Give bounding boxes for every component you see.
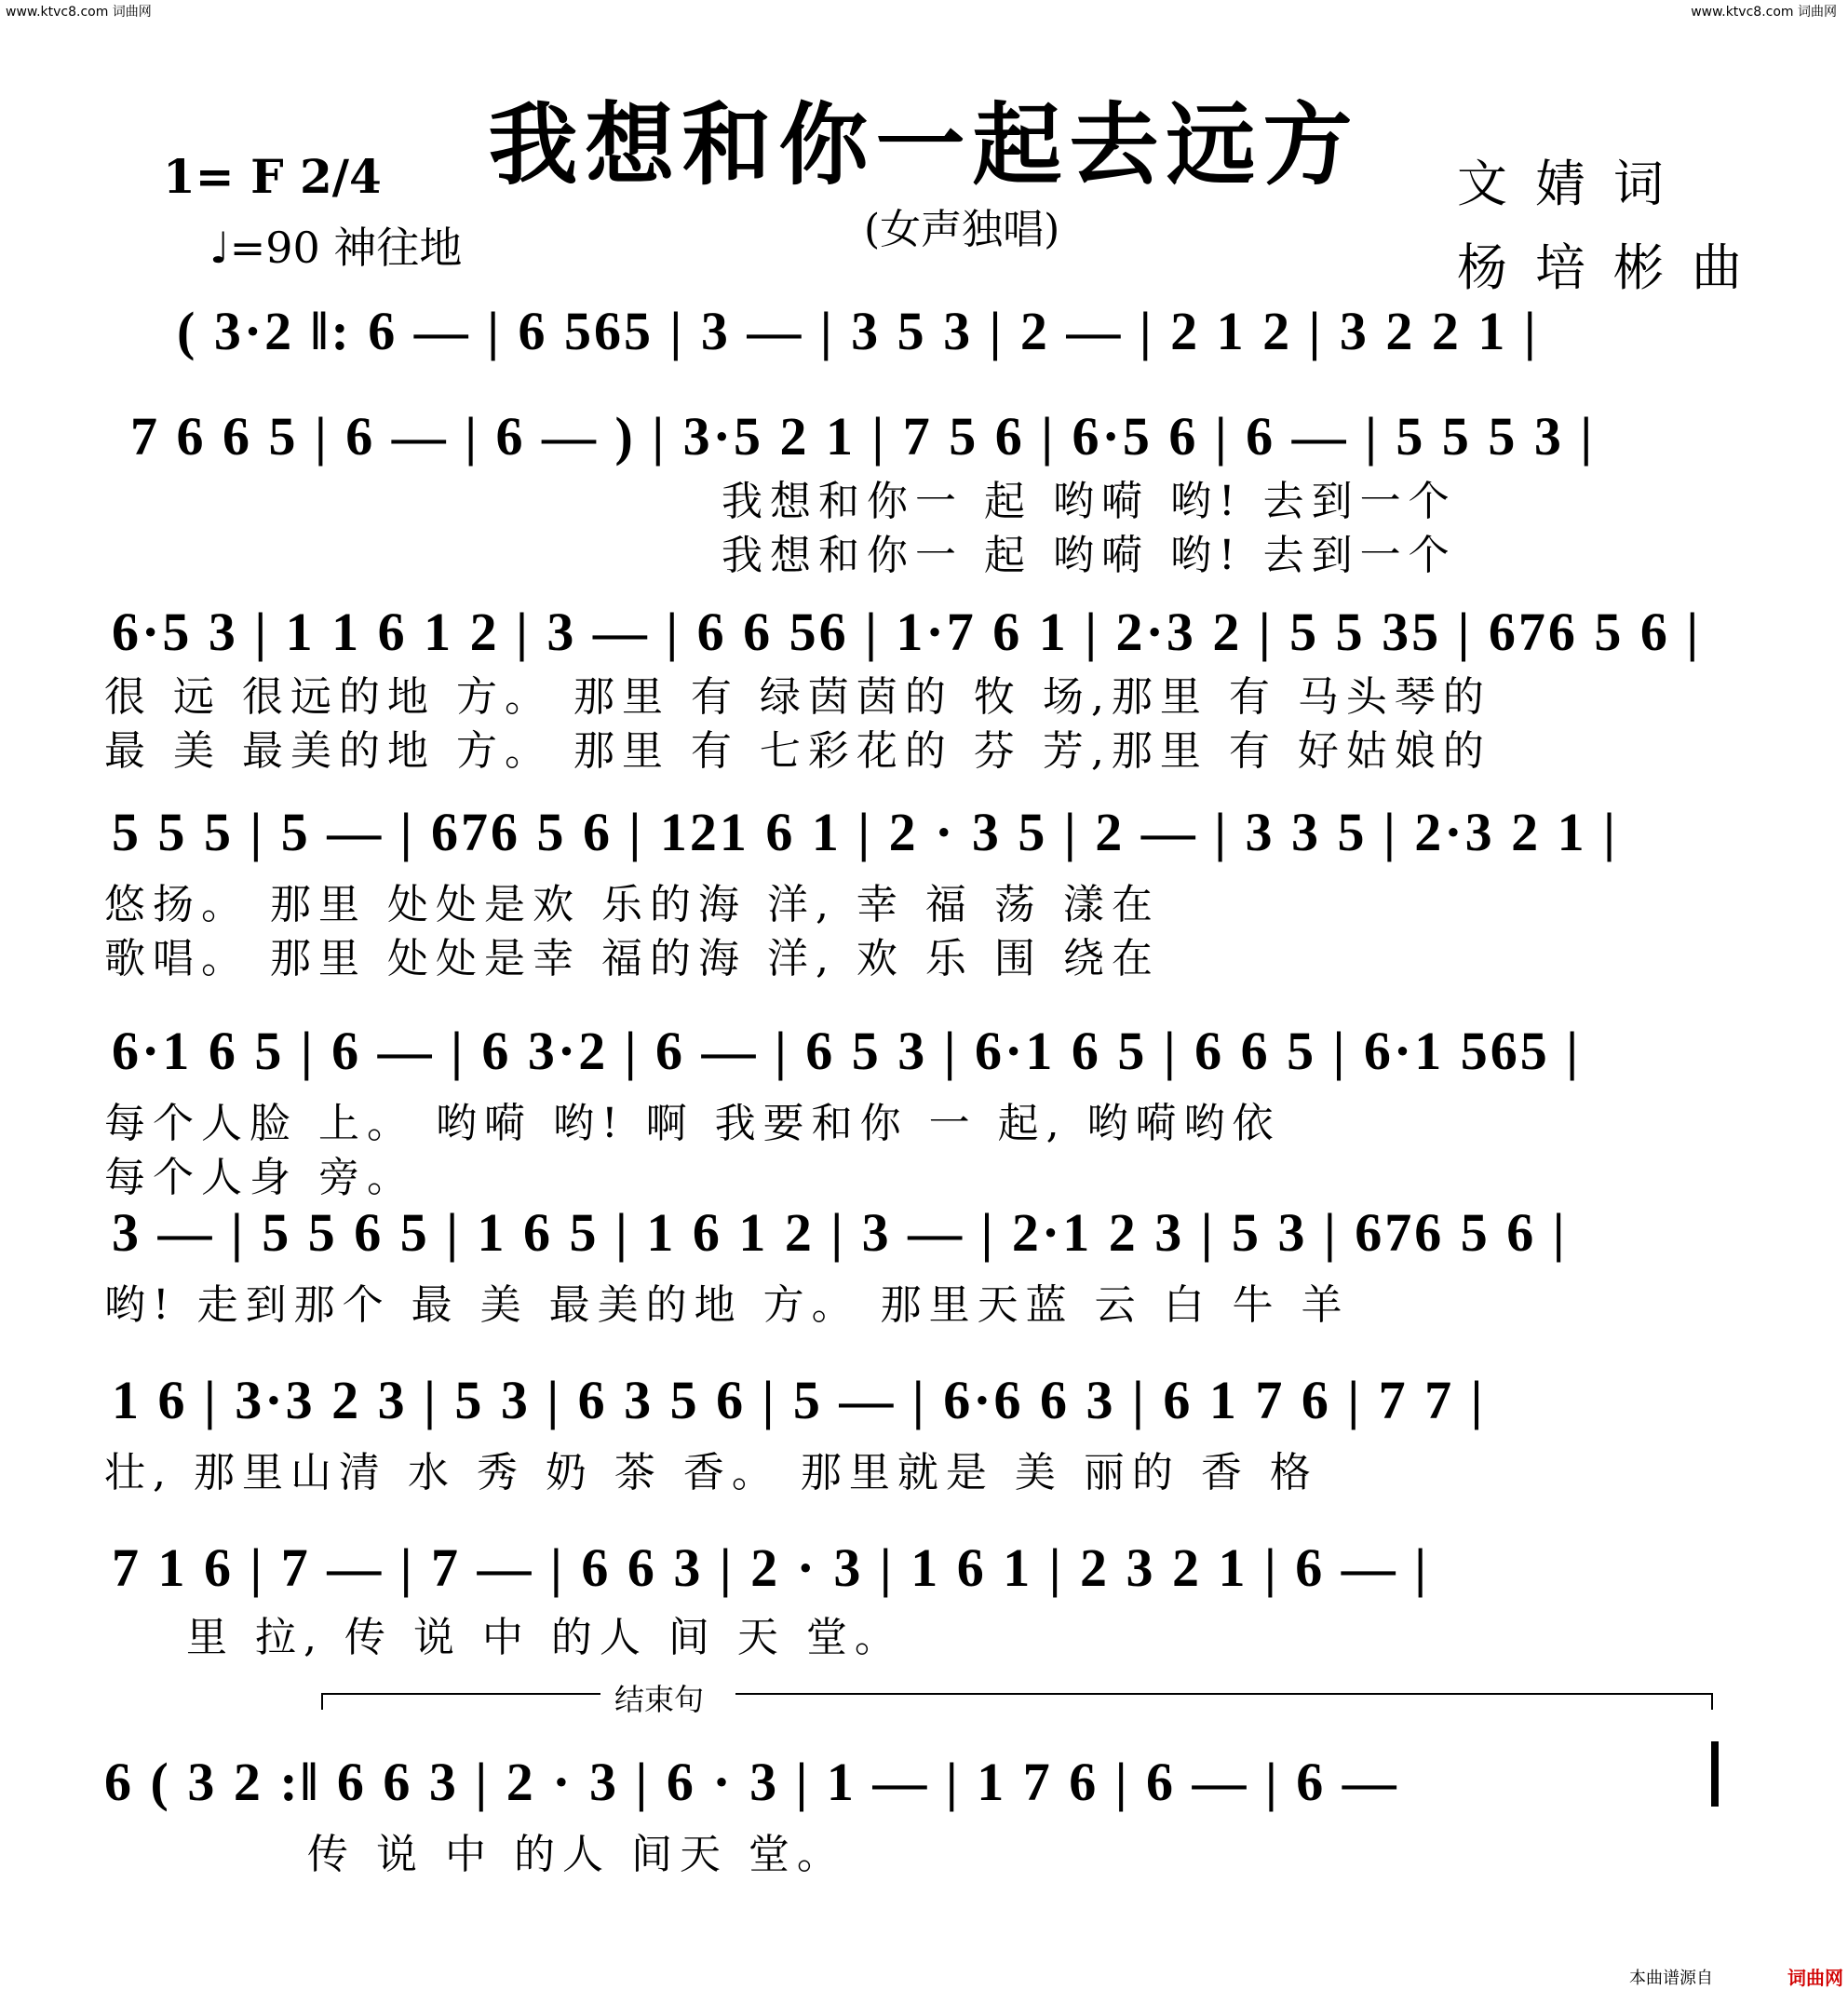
lyric-line-3b: 最 美 最美的地 方。 那里 有 七彩花的 芬 芳,那里 有 好姑娘的 (104, 727, 1491, 775)
music-line-7: 1 6 | 3·3 2 3 | 5 3 | 6 3 5 6 | 5 — | 6·6 6 3 | 6 1 7 6 | 7 7 | (112, 1370, 1486, 1430)
final-barline (1711, 1741, 1719, 1807)
lyric-line-5b: 每个人身 旁。 (104, 1154, 415, 1201)
ending-bracket-tick-left (321, 1693, 323, 1710)
music-line-1: ( 3·2 ‖: 6 — | 6 565 | 3 — | 3 5 3 | 2 — | 2 1 2 | 3 2 2 1 | (177, 301, 1539, 361)
site-watermark-left: www.ktvc8.com 词曲网 (6, 5, 152, 20)
lyric-line-7a: 壮, 那里山清 水 秀 奶 茶 香。 那里就是 美 丽的 香 格 (104, 1449, 1318, 1496)
lyric-line-2b: 我想和你一 起 哟嗬 哟! 去到一个 (722, 532, 1457, 579)
ending-bracket-left (321, 1693, 600, 1695)
lyric-line-6a: 哟! 走到那个 最 美 最美的地 方。 那里天蓝 云 白 牛 羊 (104, 1281, 1350, 1329)
lyric-line-8a: 里 拉, 传 说 中 的人 间 天 堂。 (186, 1614, 903, 1661)
key-signature: 1= F 2/4 (163, 149, 382, 204)
music-line-6: 3 — | 5 5 6 5 | 1 6 5 | 1 6 1 2 | 3 — | 2·1 2 3 | 5 3 | 676 5 6 | (112, 1202, 1568, 1263)
music-line-9: 6 ( 3 2 :‖ 6 6 3 | 2 · 3 | 6 · 3 | 1 — | 1 7 6 | 6 — | 6 — (104, 1752, 1399, 1812)
ending-bracket-tick-right (1711, 1693, 1713, 1710)
music-line-2: 7 6 6 5 | 6 — | 6 — ) | 3·5 2 1 | 7 5 6 | 6·5 6 | 6 — | 5 5 5 3 | (130, 406, 1596, 467)
ending-bracket-right (735, 1693, 1713, 1695)
footer-source-text: 本曲谱源自 (1629, 1969, 1713, 1988)
music-line-3: 6·5 3 | 1 1 6 1 2 | 3 — | 6 6 56 | 1·7 6 1 | 2·3 2 | 5 5 35 | 676 5 6 | (112, 602, 1702, 662)
lyric-line-3a: 很 远 很远的地 方。 那里 有 绿茵茵的 牧 场,那里 有 马头琴的 (104, 673, 1491, 721)
song-subtitle: (女声独唱) (864, 206, 1060, 253)
lyric-line-4b: 歌唱。 那里 处处是幸 福的海 洋, 欢 乐 围 绕在 (104, 935, 1160, 982)
lyric-line-4a: 悠扬。 那里 处处是欢 乐的海 洋, 幸 福 荡 漾在 (104, 881, 1160, 928)
lyric-line-5a: 每个人脸 上。 哟嗬 哟! 啊 我要和你 一 起, 哟嗬哟依 (104, 1100, 1281, 1147)
lyric-line-2a: 我想和你一 起 哟嗬 哟! 去到一个 (722, 478, 1457, 525)
tempo-marking: ♩=90 神往地 (209, 223, 463, 273)
site-watermark-right: www.ktvc8.com 词曲网 (1691, 5, 1837, 20)
music-line-5: 6·1 6 5 | 6 — | 6 3·2 | 6 — | 6 5 3 | 6·1 6 5 | 6 6 5 | 6·1 565 | (112, 1021, 1582, 1081)
lyric-line-9a: 传 说 中 的人 间天 堂。 (307, 1831, 845, 1878)
music-line-4: 5 5 5 | 5 — | 676 5 6 | 121 6 1 | 2 · 3 5 | 2 — | 3 3 5 | 2·3 2 1 | (112, 802, 1618, 862)
footer-brand-logo: 词曲网 (1787, 1967, 1843, 1989)
ending-label: 结束句 (614, 1682, 705, 1717)
composer-credit: 杨培彬曲 (1457, 238, 1770, 297)
music-line-8: 7 1 6 | 7 — | 7 — | 6 6 3 | 2 · 3 | 1 6 1 | 2 3 2 1 | 6 — | (112, 1537, 1430, 1598)
lyricist-credit: 文婧词 (1457, 155, 1692, 213)
song-title: 我想和你一起去远方 (488, 92, 1360, 197)
